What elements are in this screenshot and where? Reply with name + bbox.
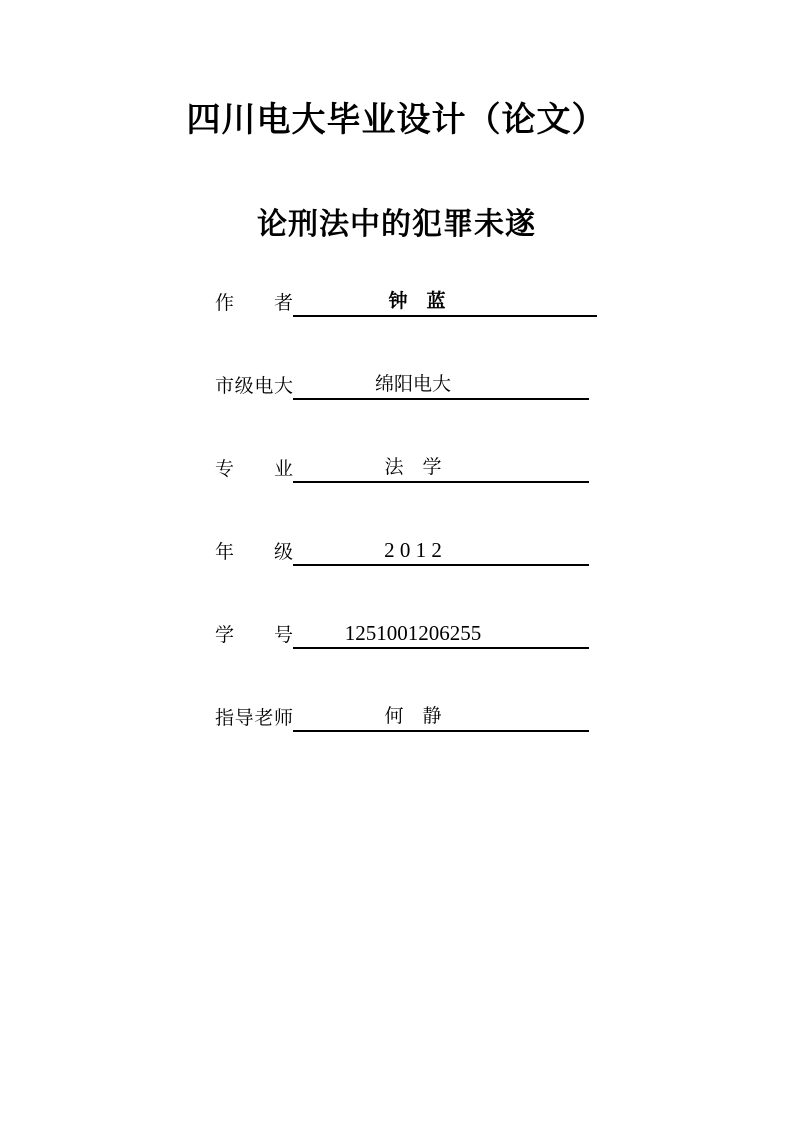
thesis-subject-title: 论刑法中的犯罪未遂 (257, 208, 536, 241)
grade-value: 2 0 1 2 (384, 538, 442, 562)
document-title: 四川电大毕业设计（论文） (186, 101, 607, 139)
author-underline (293, 289, 597, 317)
field-row-major (215, 453, 589, 483)
advisor-label: 指导老师 (215, 708, 293, 729)
major-value: 法 学 (384, 457, 442, 478)
field-row-author (215, 287, 597, 317)
author-label: 作 者 (215, 293, 293, 314)
student-id-label: 学 号 (215, 625, 293, 646)
municipal-university-value: 绵阳电大 (374, 374, 451, 395)
grade-label: 年 级 (215, 542, 293, 563)
advisor-underline (293, 704, 589, 732)
student-id-value: 1251001206255 (344, 621, 482, 645)
municipal-university-label: 市级电大 (215, 376, 293, 397)
municipal-university-underline (293, 372, 589, 400)
author-value: 钟 蓝 (388, 291, 446, 312)
field-row-advisor (215, 702, 589, 732)
advisor-value: 何 静 (384, 706, 442, 727)
field-row-municipal-university (215, 370, 589, 400)
field-row-grade (215, 536, 589, 566)
major-underline (293, 455, 589, 483)
field-row-student-id (215, 619, 589, 649)
major-label: 专 业 (215, 459, 293, 480)
grade-underline (293, 538, 589, 566)
student-id-underline (293, 621, 589, 649)
